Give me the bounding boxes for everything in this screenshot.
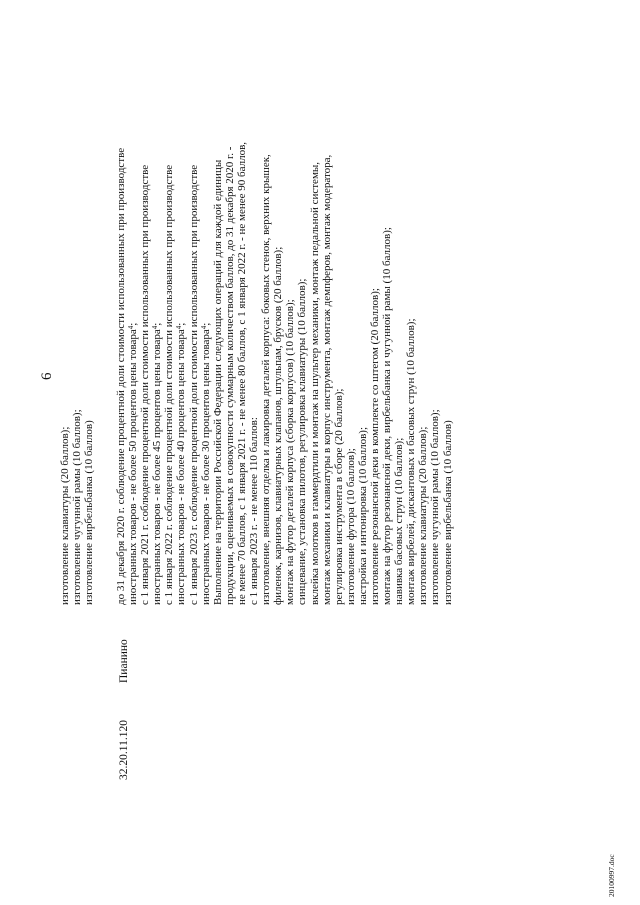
footnote-marker: 4 bbox=[127, 325, 136, 330]
footnote-marker: 4 bbox=[151, 325, 160, 330]
requirement-line bbox=[417, 142, 429, 605]
requirement-text: иностранных товаров - не более 30 процентов цены товара bbox=[199, 329, 212, 605]
requirement-text: филенок, карнизов, клавиатурных клапанов, штульпам, брусков (20 баллов); bbox=[272, 246, 285, 605]
requirement-line bbox=[296, 142, 308, 605]
requirement-text: настройка и интонировка (10 баллов); bbox=[356, 426, 369, 605]
requirement-line bbox=[163, 142, 175, 605]
requirement-line bbox=[224, 142, 236, 605]
requirement-text: не менее 70 баллов, с 1 января 2021 г. - не менее 80 баллов, с 1 января 2022 г. - не менее 90 баллов, bbox=[235, 141, 248, 605]
document-footer: 20100997.doc bbox=[607, 854, 616, 897]
requirement-line bbox=[333, 142, 345, 605]
requirement-text: изготовление футора (10 баллов); bbox=[344, 448, 357, 605]
requirement-text: монтаж механики и клавиатуры в корпус инструмента, монтаж демпферов, монтаж модератора, bbox=[320, 154, 333, 605]
list-item: изготовление чугунной рамы (10 баллов); bbox=[71, 409, 84, 605]
requirement-line bbox=[442, 142, 454, 605]
requirement-text: монтаж вирбелей, дискантовых и басовых струн (10 баллов); bbox=[405, 318, 418, 605]
product-name: Пианино bbox=[118, 639, 130, 683]
requirement-line bbox=[151, 142, 163, 605]
requirement-line bbox=[139, 142, 151, 605]
requirement-text: регулировка инструмента в сборе (20 баллов); bbox=[332, 388, 345, 605]
requirement-line bbox=[284, 142, 296, 605]
requirement-text: Выполнение на территории Российской Федерации следующих операций для каждой единицы bbox=[211, 159, 224, 605]
requirement-text: монтаж на футор деталей корпуса (сборка корпусов) (10 баллов); bbox=[284, 299, 297, 605]
requirement-text: изготовление резонансной деки в комплекте со штегом (20 баллов); bbox=[368, 288, 381, 605]
list-item: изготовление клавиатуры (20 баллов); bbox=[59, 426, 71, 605]
footnote-marker: 4 bbox=[199, 325, 208, 330]
line-punctuation: ; bbox=[151, 322, 164, 326]
requirement-line bbox=[200, 142, 212, 605]
line-punctuation: ; bbox=[199, 322, 212, 326]
requirement-text: иностранных товаров - не более 45 процентов цены товара bbox=[151, 329, 164, 605]
requirement-text: с 1 января 2021 г. соблюдение процентной доли стоимости использованных при производстве bbox=[139, 164, 152, 605]
requirement-text: изготовление чугунной рамы (10 баллов); bbox=[429, 409, 442, 605]
requirement-line bbox=[405, 142, 417, 605]
requirement-line bbox=[248, 142, 260, 605]
requirement-line bbox=[381, 142, 393, 605]
requirement-line bbox=[357, 142, 369, 605]
requirement-line bbox=[393, 142, 405, 605]
requirement-text: изготовление вирбельбанка (10 баллов) bbox=[441, 420, 454, 605]
list-item: изготовление вирбельбанка (10 баллов) bbox=[83, 420, 96, 605]
footnote-marker: 4 bbox=[175, 325, 184, 330]
requirement-text: с 1 января 2023 г. соблюдение процентной доли стоимости использованных при производстве bbox=[187, 164, 200, 605]
requirement-line bbox=[175, 142, 187, 605]
page-number: 6 bbox=[39, 372, 55, 380]
requirement-line bbox=[321, 142, 333, 605]
requirement-line bbox=[272, 142, 284, 605]
requirements-list bbox=[115, 142, 454, 605]
requirement-line bbox=[127, 142, 139, 605]
line-punctuation: ; bbox=[127, 322, 140, 326]
requirement-line bbox=[309, 142, 321, 605]
requirement-line bbox=[260, 142, 272, 605]
line-punctuation: ; bbox=[175, 322, 188, 326]
requirement-text: вклейка молотков в гаммердтили и монтаж на шультер механики, монтаж педальной системы, bbox=[308, 161, 321, 605]
requirement-text: до 31 декабря 2020 г. соблюдение процентной доли стоимости использованных при производстве bbox=[115, 147, 127, 605]
requirement-line bbox=[369, 142, 381, 605]
requirement-line bbox=[236, 142, 248, 605]
requirement-line bbox=[212, 142, 224, 605]
requirement-text: навивка басовых струн (10 баллов); bbox=[393, 437, 406, 605]
requirement-text: иностранных товаров - не более 50 процентов цены товара bbox=[127, 329, 140, 605]
requirement-text: иностранных товаров - не более 40 процентов цены товара bbox=[175, 329, 188, 605]
requirement-text: с 1 января 2023 г. - не менее 110 баллов: bbox=[248, 417, 261, 605]
requirement-line bbox=[429, 142, 441, 605]
requirement-text: синцевание, установка пилотов, регулировка клавиатуры (10 баллов); bbox=[296, 278, 309, 605]
requirement-line bbox=[345, 142, 357, 605]
requirement-text: продукции, оцениваемых в совокупности суммарным количеством баллов, до 31 декабря 2020 г. - bbox=[223, 146, 236, 605]
continued-requirements-list bbox=[59, 409, 95, 605]
requirement-text: изготовление, внешняя отделка и лакировка деталей корпуса: боковых стенок, верхних крышек, bbox=[260, 154, 273, 605]
requirement-text: монтаж на футор резонансной деки, вирбельбанка и чугунной рамы (10 баллов); bbox=[381, 227, 394, 605]
product-code: 32.20.11.120 bbox=[118, 720, 130, 780]
requirement-text: изготовление клавиатуры (20 баллов); bbox=[417, 426, 430, 605]
requirement-line bbox=[188, 142, 200, 605]
requirement-text: с 1 января 2022 г. соблюдение процентной доли стоимости использованных при производстве bbox=[163, 164, 176, 605]
requirement-line bbox=[115, 142, 127, 605]
